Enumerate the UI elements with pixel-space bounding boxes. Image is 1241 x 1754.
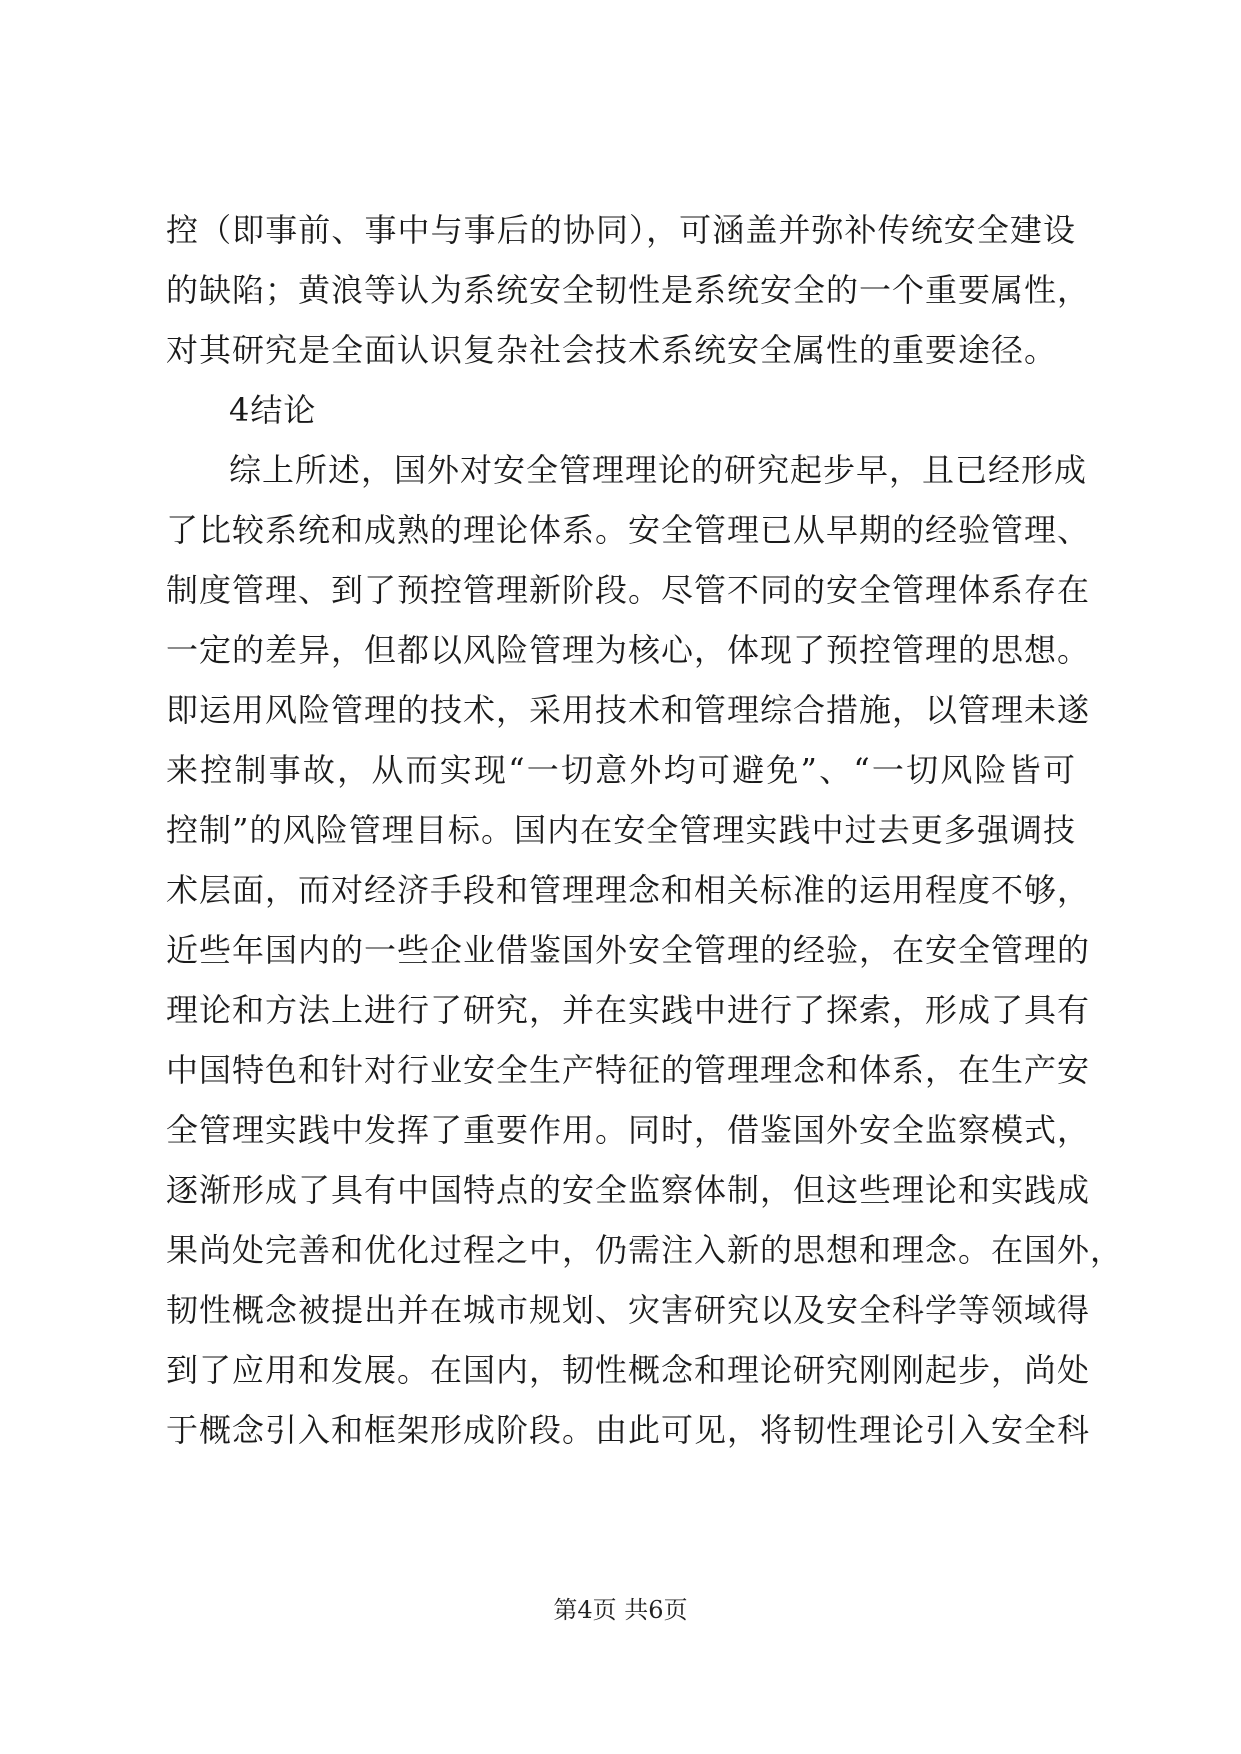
paragraph-2-line-1: 综上所述，国外对安全管理理论的研究起步早，且已经形成	[229, 451, 1088, 489]
paragraph-2-line-3: 制度管理、到了预控管理新阶段。尽管不同的安全管理体系存在	[166, 571, 1091, 609]
paragraph-2-line-7: 控制”的风险管理目标。国内在安全管理实践中过去更多强调技	[166, 811, 1076, 849]
section-heading: 4结论	[229, 391, 317, 429]
paragraph-1-line-2: 的缺陷；黄浪等认为系统安全韧性是系统安全的一个重要属性，	[166, 271, 1091, 309]
paragraph-2-line-12: 全管理实践中发挥了重要作用。同时，借鉴国外安全监察模式，	[166, 1111, 1091, 1149]
paragraph-2-line-16: 到了应用和发展。在国内，韧性概念和理论研究刚刚起步，尚处	[166, 1351, 1091, 1389]
paragraph-2-line-8: 术层面，而对经济手段和管理理念和相关标准的运用程度不够，	[166, 871, 1091, 909]
page-footer: 第4页 共6页	[553, 1596, 688, 1624]
paragraph-2-line-13: 逐渐形成了具有中国特点的安全监察体制，但这些理论和实践成	[166, 1171, 1091, 1209]
paragraph-2-line-14: 果尚处完善和优化过程之中，仍需注入新的思想和理念。在国外，	[166, 1231, 1124, 1269]
paragraph-2-line-17: 于概念引入和框架形成阶段。由此可见，将韧性理论引入安全科	[166, 1411, 1091, 1449]
paragraph-2-line-9: 近些年国内的一些企业借鉴国外安全管理的经验，在安全管理的	[166, 931, 1091, 969]
paragraph-2-line-15: 韧性概念被提出并在城市规划、灾害研究以及安全科学等领域得	[166, 1291, 1091, 1329]
paragraph-2-line-2: 了比较系统和成熟的理论体系。安全管理已从早期的经验管理、	[166, 511, 1091, 549]
paragraph-2-line-6: 来控制事故，从而实现“一切意外均可避免”、“一切风险皆可	[166, 751, 1076, 789]
paragraph-2-line-11: 中国特色和针对行业安全生产特征的管理理念和体系，在生产安	[166, 1051, 1091, 1089]
paragraph-2-line-4: 一定的差异，但都以风险管理为核心，体现了预控管理的思想。	[166, 631, 1091, 669]
paragraph-1-line-3: 对其研究是全面认识复杂社会技术系统安全属性的重要途径。	[166, 331, 1058, 369]
paragraph-1-line-1: 控（即事前、事中与事后的协同），可涵盖并弥补传统安全建设	[166, 211, 1076, 249]
paragraph-2-line-10: 理论和方法上进行了研究，并在实践中进行了探索，形成了具有	[166, 991, 1091, 1029]
paragraph-2-line-5: 即运用风险管理的技术，采用技术和管理综合措施，以管理未遂	[166, 691, 1091, 729]
